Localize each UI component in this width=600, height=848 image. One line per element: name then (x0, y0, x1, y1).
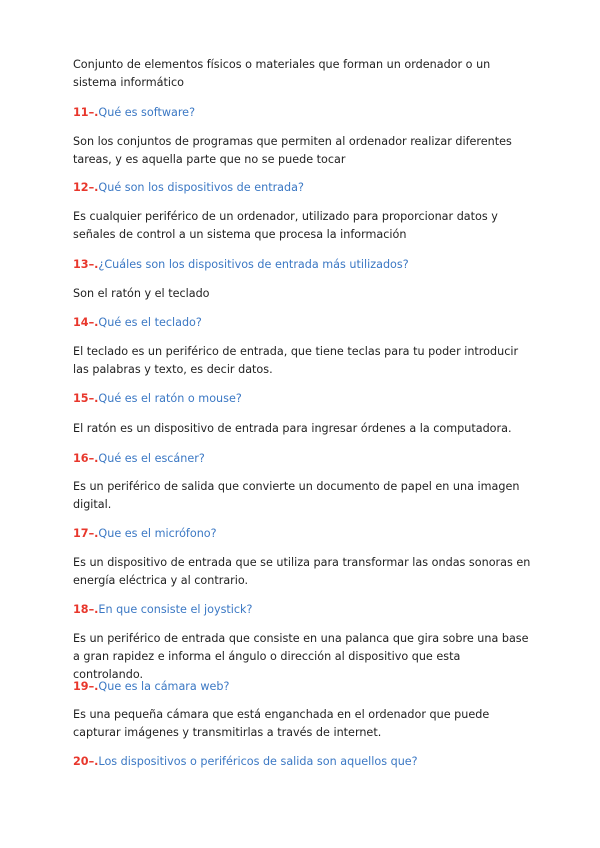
question-number: 13–. (73, 258, 99, 271)
question-15 (73, 390, 533, 408)
answer-14: El teclado es un periférico de entrada, que tiene teclas para tu poder introducir las palabras y texto, es decir datos. (73, 345, 519, 376)
question-number: 17–. (73, 527, 99, 540)
question-number: 11–. (73, 106, 99, 119)
question-18 (73, 601, 533, 619)
question-text: Qué es el ratón o mouse? (98, 392, 242, 405)
question-12 (73, 179, 533, 197)
question-19 (73, 678, 533, 696)
answer-12: Es cualquier periférico de un ordenador, utilizado para proporcionar datos y señales de control a un sistema que procesa la información (73, 210, 498, 241)
question-number: 15–. (73, 392, 99, 405)
question-text: Que es la cámara web? (98, 680, 230, 693)
question-16 (73, 450, 533, 468)
answer-18: Es un periférico de entrada que consiste en una palanca que gira sobre una base a gran rapidez e informa el ángulo o dirección al dispositivo que esta controlando. (73, 632, 529, 681)
question-13 (73, 256, 533, 274)
question-text: ¿Cuáles son los dispositivos de entrada más utilizados? (98, 258, 409, 271)
question-number: 18–. (73, 603, 99, 616)
question-14 (73, 314, 533, 332)
answer-16: Es un periférico de salida que convierte un documento de papel en una imagen digital. (73, 480, 520, 511)
question-number: 14–. (73, 316, 99, 329)
answer-15: El ratón es un dispositivo de entrada para ingresar órdenes a la computadora. (73, 422, 512, 435)
question-20 (73, 753, 533, 771)
question-17 (73, 525, 533, 543)
answer-13: Son el ratón y el teclado (73, 287, 210, 300)
question-text: Qué es el escáner? (98, 452, 205, 465)
question-number: 12–. (73, 181, 99, 194)
question-number: 20–. (73, 755, 99, 768)
question-text: Qué es el teclado? (98, 316, 202, 329)
question-text: Qué es software? (98, 106, 196, 119)
question-text: Que es el micrófono? (98, 527, 217, 540)
question-text: Qué son los dispositivos de entrada? (98, 181, 304, 194)
answer-19: Es una pequeña cámara que está enganchada en el ordenador que puede capturar imágenes y transmitirlas a través de internet. (73, 708, 490, 739)
question-text: En que consiste el joystick? (98, 603, 253, 616)
question-11 (73, 104, 533, 122)
question-number: 16–. (73, 452, 99, 465)
answer-11: Son los conjuntos de programas que permiten al ordenador realizar diferentes tareas, y es aquella parte que no se puede tocar (73, 135, 512, 166)
answer-17: Es un dispositivo de entrada que se utiliza para transformar las ondas sonoras en energía eléctrica y al contrario. (73, 556, 531, 587)
question-number: 19–. (73, 680, 99, 693)
question-text: Los dispositivos o periféricos de salida son aquellos que? (98, 755, 418, 768)
answer-10: Conjunto de elementos físicos o materiales que forman un ordenador o un sistema informático (73, 58, 491, 89)
